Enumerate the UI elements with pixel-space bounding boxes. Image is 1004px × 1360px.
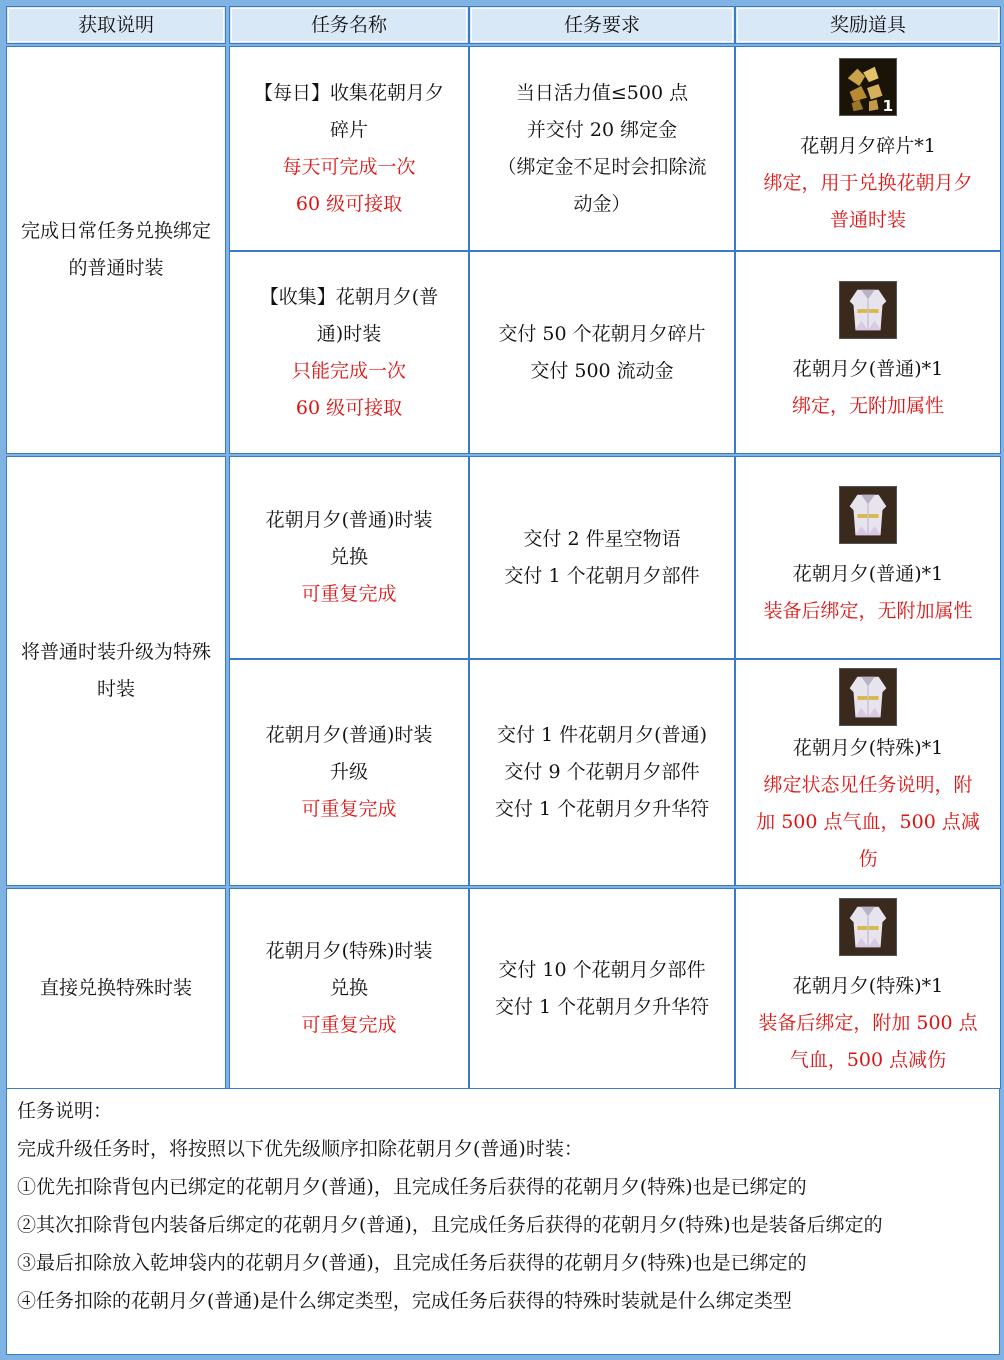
row-1-quest-name xyxy=(229,251,469,454)
header-acquire xyxy=(6,6,226,44)
reward-name: 花朝月夕(普通)*1 xyxy=(792,562,944,585)
quest-name-line: 【收集】花朝月夕(普 xyxy=(259,285,439,308)
quest-condition-line: 可重复完成 xyxy=(301,583,397,605)
quest-name-line: 兑换 xyxy=(329,977,368,999)
row-4-reward xyxy=(735,888,1001,1089)
header-label: 任务要求 xyxy=(563,14,640,36)
requirement-line: （绑定金不足时会扣除流 xyxy=(497,155,707,178)
reward-name: 花朝月夕(特殊)*1 xyxy=(792,736,944,759)
quest-name-line: 升级 xyxy=(329,761,368,783)
requirement-line: 当日活力值≤500 点 xyxy=(515,81,689,104)
row-3-quest-name xyxy=(229,659,469,886)
header-label: 获取说明 xyxy=(77,14,154,36)
header-reward xyxy=(735,6,1001,44)
reward-note-line: 绑定，用于兑换花朝月夕 xyxy=(763,172,973,194)
quest-name-line: 花朝月夕(普通)时装 xyxy=(265,509,433,531)
reward-name: 花朝月夕碎片*1 xyxy=(800,135,936,157)
requirement-line: 交付 1 个花朝月夕升华符 xyxy=(494,798,710,820)
quest-condition-line: 每天可完成一次 xyxy=(282,155,416,178)
quest-condition-line: 只能完成一次 xyxy=(291,359,406,382)
quest-condition-line: 60 级可接取 xyxy=(295,396,403,419)
row-4-quest-name xyxy=(229,888,469,1089)
row-2-requirement xyxy=(469,456,735,659)
requirement-line: 交付 10 个花朝月夕部件 xyxy=(498,958,706,981)
quest-name-line: 花朝月夕(普通)时装 xyxy=(265,724,433,746)
header-quest-name xyxy=(229,6,469,44)
group-desc-text: 将普通时装升级为特殊时装 xyxy=(20,641,211,700)
reward-note-line: 绑定，无附加属性 xyxy=(791,394,944,417)
row-2-quest-name xyxy=(229,456,469,659)
quest-name-line: 通)时装 xyxy=(316,322,382,345)
header-requirement xyxy=(469,6,735,44)
row-0-reward xyxy=(735,46,1001,251)
reward-note-line: 普通时装 xyxy=(829,209,906,231)
quest-condition-line: 60 级可接取 xyxy=(295,192,403,215)
notes-line: ②其次扣除背包内装备后绑定的花朝月夕(普通)，且完成任务后获得的花朝月夕(特殊)也是装备后绑定的 xyxy=(17,1214,883,1236)
notes-line: 完成升级任务时，将按照以下优先级顺序扣除花朝月夕(普通)时装： xyxy=(17,1138,583,1160)
notes-line: ④任务扣除的花朝月夕(普通)是什么绑定类型，完成任务后获得的特殊时装就是什么绑定类型 xyxy=(17,1290,792,1312)
row-1-requirement xyxy=(469,251,735,454)
header-label: 奖励道具 xyxy=(829,14,906,36)
reward-note-line: 伤 xyxy=(858,847,878,870)
quest-name-line: 【每日】收集花朝月夕 xyxy=(253,81,444,104)
group-desc-daily xyxy=(6,46,226,454)
robe-icon xyxy=(839,281,897,339)
requirement-line: 交付 1 件花朝月夕(普通) xyxy=(496,724,707,746)
quest-name-line: 兑换 xyxy=(329,546,368,568)
robe-icon xyxy=(839,668,897,726)
row-3-requirement xyxy=(469,659,735,886)
fragment-icon xyxy=(839,58,897,116)
row-3-reward xyxy=(735,659,1001,886)
requirement-line: 交付 1 个花朝月夕升华符 xyxy=(494,995,710,1018)
notes-line: ③最后扣除放入乾坤袋内的花朝月夕(普通)，且完成任务后获得的花朝月夕(特殊)也是已绑定的 xyxy=(17,1252,807,1274)
row-2-reward xyxy=(735,456,1001,659)
quest-condition-line: 可重复完成 xyxy=(301,1014,397,1036)
group-desc-text: 完成日常任务兑换绑定的普通时装 xyxy=(20,220,211,279)
row-4-requirement xyxy=(469,888,735,1089)
requirement-line: 交付 500 流动金 xyxy=(530,359,674,382)
quest-name-line: 碎片 xyxy=(329,118,368,141)
reward-note-line: 装备后绑定，附加 500 点 xyxy=(758,1012,978,1034)
notes-title: 任务说明： xyxy=(17,1100,113,1122)
robe-icon xyxy=(839,486,897,544)
group-desc-text: 直接兑换特殊时装 xyxy=(39,977,192,999)
quest-notes xyxy=(6,1088,1000,1355)
requirement-line: 动金） xyxy=(573,192,631,215)
header-label: 任务名称 xyxy=(310,14,387,36)
group-desc-direct xyxy=(6,888,226,1089)
requirement-line: 交付 9 个花朝月夕部件 xyxy=(504,761,700,783)
requirement-line: 交付 1 个花朝月夕部件 xyxy=(504,564,700,587)
reward-name: 花朝月夕(普通)*1 xyxy=(792,357,944,380)
requirement-line: 交付 50 个花朝月夕碎片 xyxy=(498,322,706,345)
row-1-reward xyxy=(735,251,1001,454)
row-0-requirement xyxy=(469,46,735,251)
notes-line: ①优先扣除背包内已绑定的花朝月夕(普通)，且完成任务后获得的花朝月夕(特殊)也是已绑定的 xyxy=(17,1176,807,1198)
row-0-quest-name xyxy=(229,46,469,251)
group-desc-upgrade xyxy=(6,456,226,886)
reward-name: 花朝月夕(特殊)*1 xyxy=(792,975,944,997)
reward-note-line: 绑定状态见任务说明，附 xyxy=(763,773,973,796)
reward-note-line: 装备后绑定，无附加属性 xyxy=(763,599,973,622)
quest-name-line: 花朝月夕(特殊)时装 xyxy=(265,940,433,962)
stack-count: 1 xyxy=(882,97,894,115)
requirement-line: 并交付 20 绑定金 xyxy=(526,118,678,141)
reward-note-line: 加 500 点气血，500 点减 xyxy=(756,810,980,833)
requirement-line: 交付 2 件星空物语 xyxy=(523,527,681,550)
robe-icon xyxy=(839,898,897,956)
quest-condition-line: 可重复完成 xyxy=(301,798,397,820)
reward-note-line: 气血，500 点减伤 xyxy=(789,1049,947,1071)
